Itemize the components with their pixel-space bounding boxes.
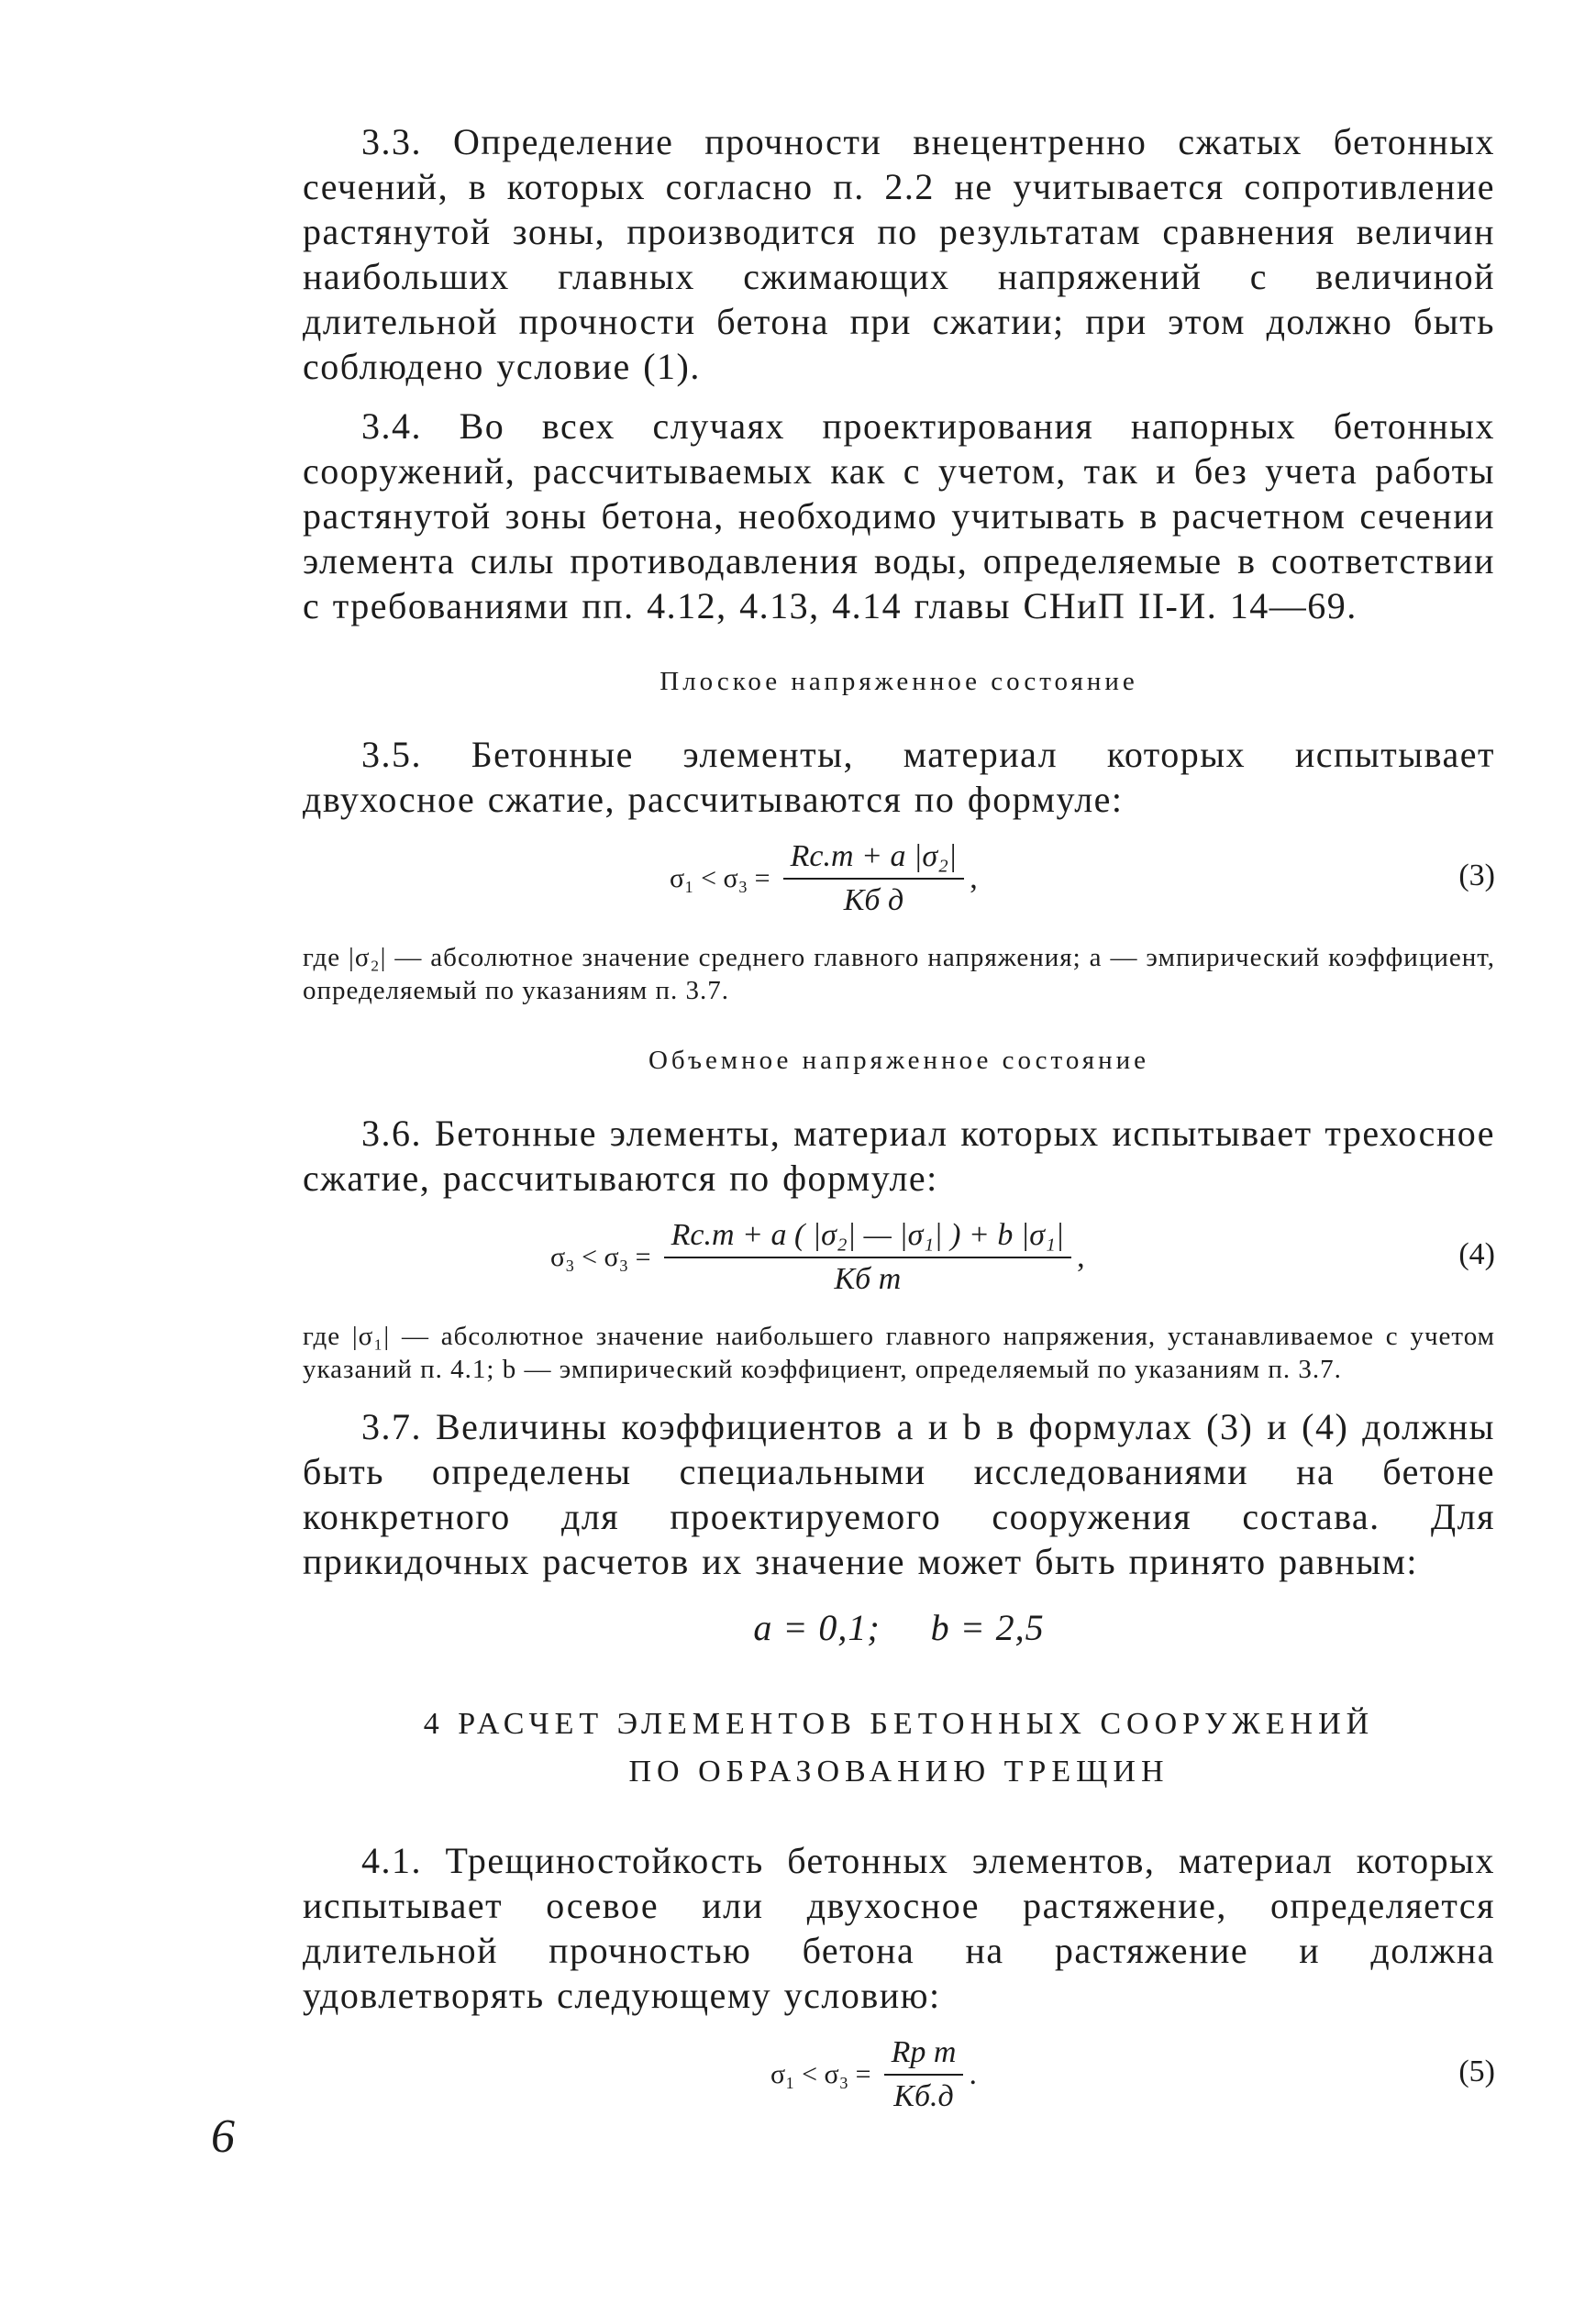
formula-5-number: (5) [1458,2055,1495,2088]
paragraph-3-3: 3.3. Определение прочности внецентренно сжатых бетонных сечений, в которых согласно п. 2.2 не учитывается сопротивление растянутой зоны, производится по результатам сравнения величин наибольших главных сжимающих напряжений с величиной длительной прочности бетона при сжатии; при этом должно быть соблюдено условие (1). [303,121,1495,387]
page-number: 6 [211,2110,235,2163]
subheading-plane-stress: Плоское напряженное состояние [659,667,1138,696]
paragraph-4-1: 4.1. Трещиностойкость бетонных элементов, материал которых испытывает осевое или двухосное растяжение, определяется длительной прочностью бетона на растяжение и должна удовлетворять следующему условию: [303,1840,1495,2016]
formula-3-tail: , [970,861,978,895]
note-formula-4: где |σ₁| — абсолютное значение наибольшего главного напряжения, устанавливаемое с учетом указаний п. 4.1; b — эмпирический коэффициент, определяемый по указаниям п. 3.7. [303,1322,1495,1384]
formula-3-fraction [783,839,965,918]
section-4-title-line-2: ПО ОБРАЗОВАНИЮ ТРЕЩИН [628,1755,1169,1789]
formula-4-number: (4) [1458,1237,1495,1271]
formula-3-denominator: Kб д [843,883,904,917]
formula-5 [303,2031,1495,2119]
section-4-title [303,1700,1495,1796]
formula-5-numerator: Rр т [884,2035,964,2076]
coefficient-values: a = 0,1; b = 2,5 [753,1607,1045,1648]
document-page [303,119,1495,2137]
formula-4-denominator: Kб т [834,1262,902,1296]
paragraph-3-4: 3.4. Во всех случаях проектирования напорных бетонных сооружений, рассчитываемых как с учетом, так и без учета работы растянутой зоны бетона, необходимо учитывать в расчетном сечении элемента силы противодавления воды, определяемые в соответствии с требованиями пп. 4.12, 4.13, 4.14 главы СНиП II-И. 14—69. [303,405,1495,626]
note-formula-3: где |σ₂| — абсолютное значение среднего главного напряжения; a — эмпирический коэффициент, определяемый по указаниям п. 3.7. [303,943,1495,1005]
formula-5-lhs: σ₁ < σ₃ = [770,2059,871,2089]
formula-3-numerator: Rс.т + a |σ₂| [783,839,965,880]
formula-4-numerator: Rс.т + a ( |σ₂| — |σ₁| ) + b |σ₁| [664,1218,1072,1258]
section-4-title-line-1: 4 РАСЧЕТ ЭЛЕМЕНТОВ БЕТОННЫХ СООРУЖЕНИЙ [423,1707,1375,1741]
formula-4-fraction [664,1218,1072,1297]
formula-4-lhs: σ₃ < σ₃ = [550,1242,651,1272]
paragraph-3-5: 3.5. Бетонные элементы, материал которых испытывает двухосное сжатие, рассчитываются по формуле: [303,734,1495,820]
paragraph-3-7: 3.7. Величины коэффициентов a и b в формулах (3) и (4) должны быть определены специальными исследованиями на бетоне конкретного для проектируемого сооружения состава. Для прикидочных расчетов их значение может быть принято равным: [303,1406,1495,1582]
formula-5-fraction [884,2035,964,2114]
formula-3-number: (3) [1458,858,1495,892]
subheading-volume-stress: Объемное напряженное состояние [648,1046,1150,1075]
paragraph-3-6: 3.6. Бетонные элементы, материал которых испытывает трехосное сжатие, рассчитываются по формуле: [303,1113,1495,1199]
formula-4 [303,1213,1495,1302]
formula-5-denominator: Kб.д [893,2079,954,2113]
formula-5-tail: . [969,2057,977,2091]
formula-3-lhs: σ₁ < σ₃ = [670,863,770,893]
formula-3 [303,835,1495,923]
formula-4-tail: , [1077,1240,1085,1274]
